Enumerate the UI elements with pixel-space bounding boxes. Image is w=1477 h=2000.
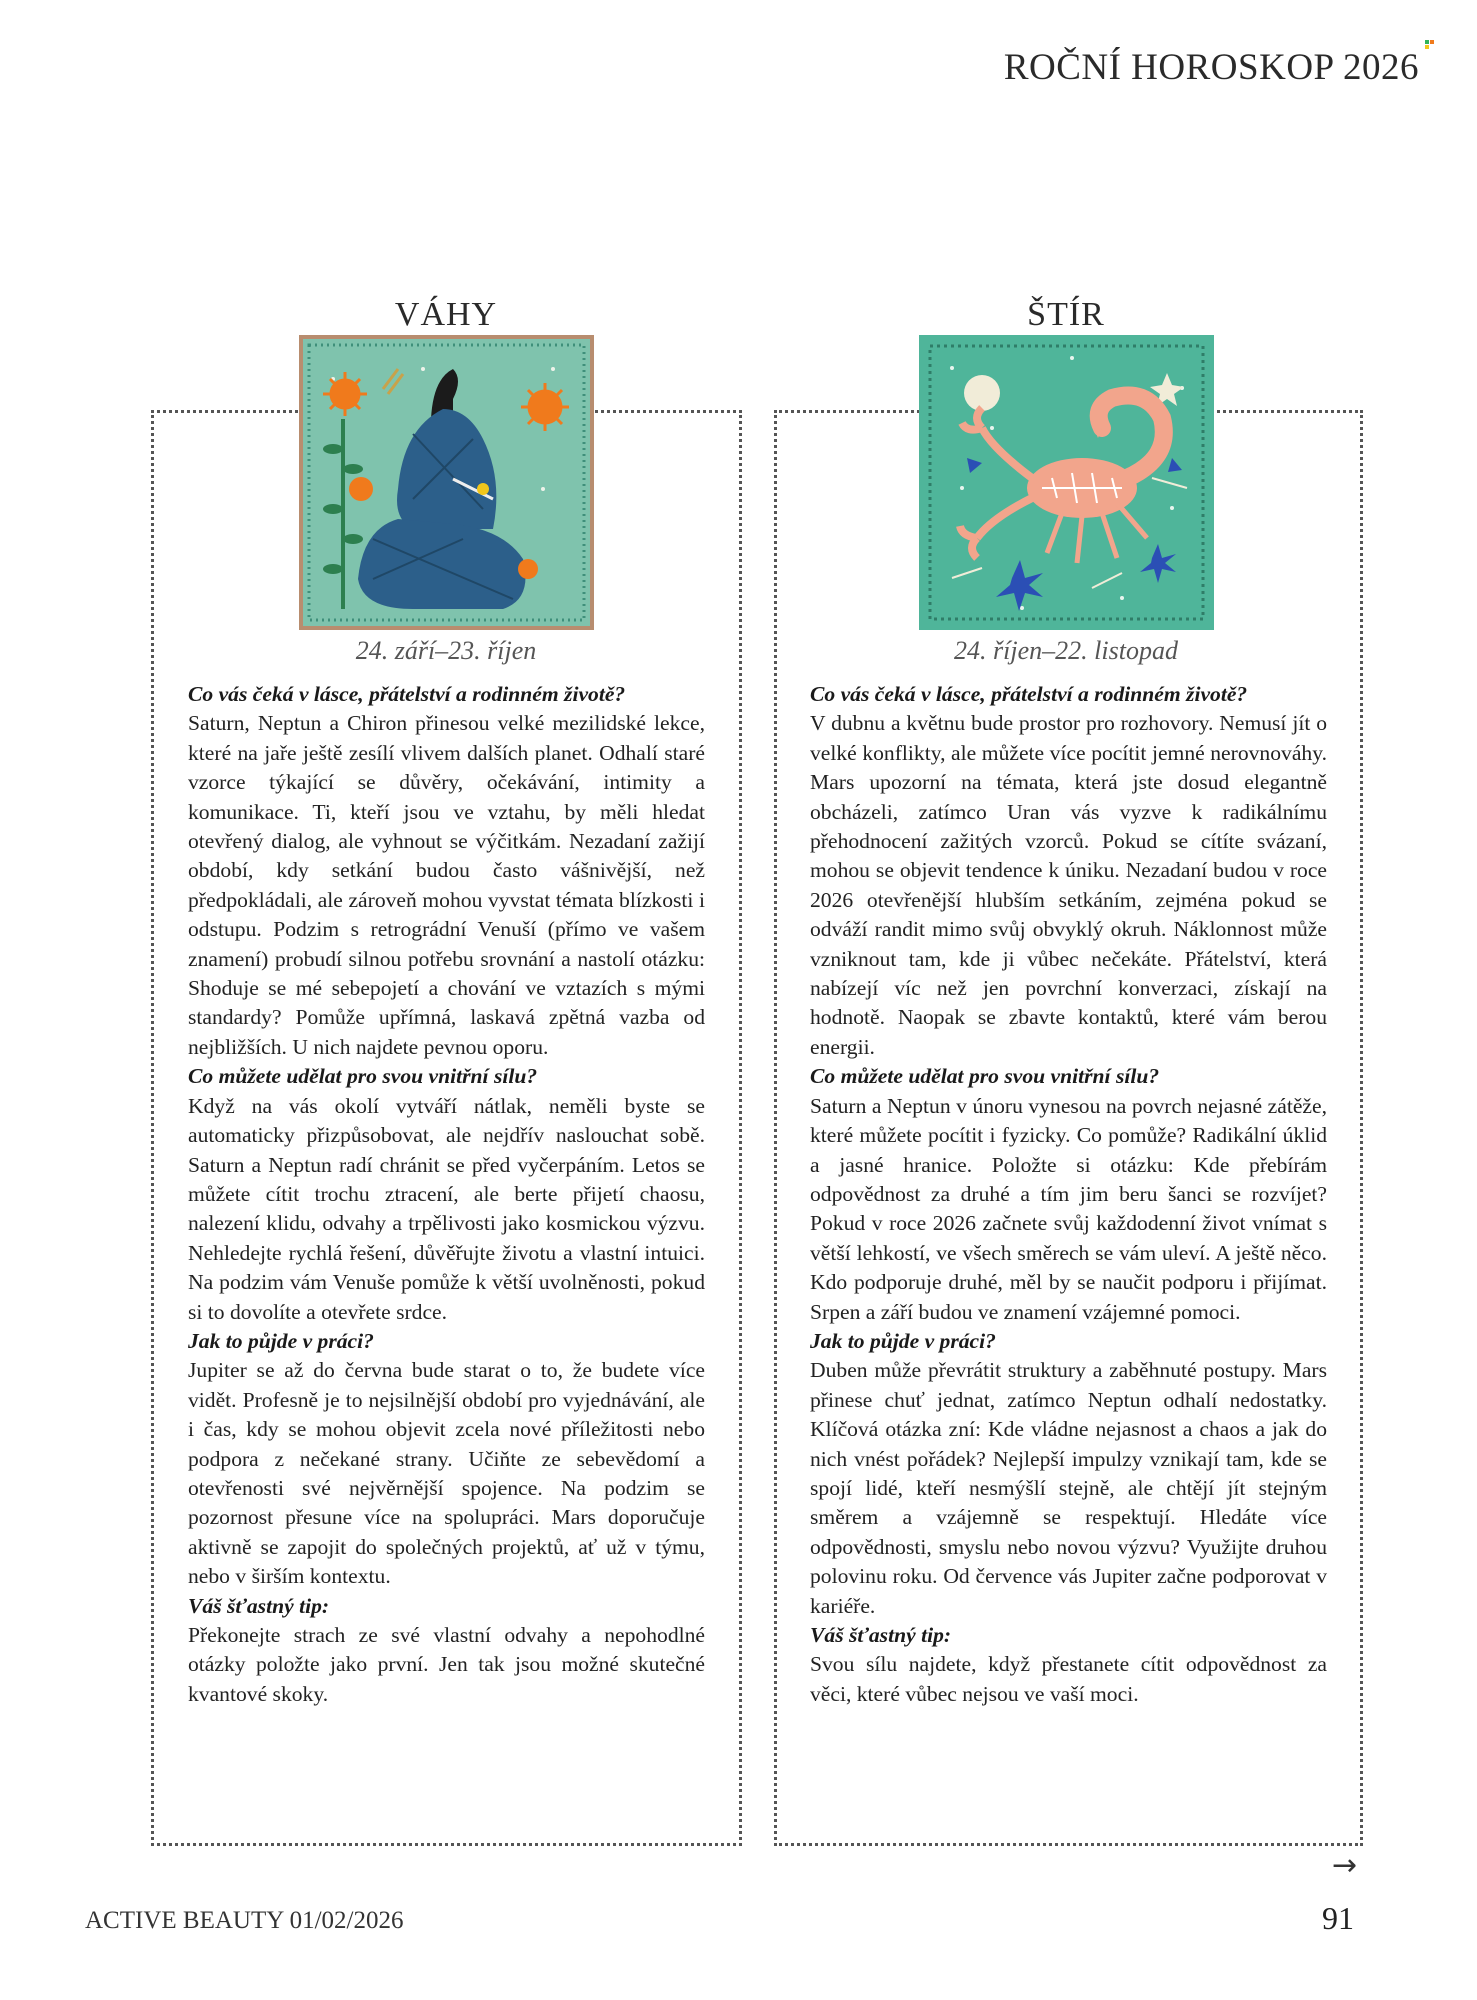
scorpio-work-heading: Jak to půjde v práci? [810, 1328, 996, 1353]
libra-work-heading: Jak to půjde v práci? [188, 1328, 374, 1353]
libra-tip-text: Překonejte strach ze své vlastní odvahy a nepohodlné otázky položte jako první. Jen tak jsou možné skutečné kvantové skoky. [188, 1623, 705, 1706]
scorpio-illustration [919, 335, 1214, 630]
page-number: 91 [1322, 1900, 1354, 1936]
scorpio-tip-text: Svou sílu najdete, když přestanete cítit odpovědnost za věci, které vůbec nejsou ve vaší moci. [810, 1652, 1327, 1706]
libra-work-text: Jupiter se až do června bude starat o to, že budete více vidět. Profesně je to nejsilnější období pro vyjednávání, ale i čas, kdy se mohou objevit zcela nové příležitosti nebo podpora z nečekané strany. Učiňte ze sebevědomí a otevřenosti své nejvěrnější spojence. Na podzim se pozornost přesune více na spolupráci. Mars doporučuje aktivně se zapojit do společných projektů, ať už v týmu, nebo v širším kontextu. [188, 1358, 705, 1589]
scorpio-dates: 24. říjen–22. listopad [954, 636, 1178, 665]
libra-strength-text: Když na vás okolí vytváří nátlak, neměli byste se automaticky přizpůsobovat, ale nejdřív naslouchat sobě. Saturn a Neptun radí chránit se před vyčerpáním. Letos se můžete cítit trochu ztracení, ale berte přijetí chaosu, nalezení klidu, odvahy a trpělivosti jako kosmickou výzvu. Nehledejte rychlá řešení, důvěřujte životu a vlastní intuici. Na podzim vám Venuše pomůže k větší uvolněnosti, pokud si to dovolíte a otevřete srdce. [188, 1093, 705, 1324]
sign-title-scorpio: ŠTÍR [1027, 296, 1105, 333]
scorpion-icon [922, 338, 1211, 627]
scorpio-work-text: Duben může převrátit struktury a zaběhnuté postupy. Mars přinese chuť jednat, zatímco Neptun odhalí nedostatky. Klíčová otázka zní: Kde vládne nejasnost a chaos a jak do nich vnést pořádek? Nejlepší impulzy vznikají tam, kde se spojí lidé, kteří nesmýšlí stejně, ale chtějí jít stejným směrem a vzájemně se respektují. Hledáte více odpovědnosti, smyslu nebo novou výzvu? Využijte druhou polovinu roku. Od července vás Jupiter začne podporovat v kariéře. [810, 1358, 1327, 1618]
libra-strength-heading: Co můžete udělat pro svou vnitřní sílu? [188, 1064, 538, 1089]
libra-article [188, 680, 705, 1709]
libra-love-text: Saturn, Neptun a Chiron přinesou velké mezilidské lekce, které na jaře ještě zesílí vlivem dalších planet. Odhalí staré vzorce týkající se důvěry, očekávání, intimity a komunikace. Ti, kteří jsou ve vztahu, by měli hledat otevřený dialog, ale vyhnout se výčitkám. Nezadaní zažijí období, kdy setkání budou často vášnivější, než předpokládali, ale zároveň mohou vyvstat témata blízkosti i odstupu. Podzim s retrográdní Venuší (přímo ve vašem znamení) probudí silnou potřebu srovnání a nastolí otázku: Shoduje se mé sebepojetí a chování ve vztazích s mými standardy? Pomůže upřímná, laskavá zpětná vazba od nejbližších. U nich najdete pevnou oporu. [188, 711, 705, 1059]
libra-love-heading: Co vás čeká v lásce, přátelství a rodinném životě? [188, 682, 626, 706]
libra-tip-heading: Váš šťastný tip: [188, 1593, 330, 1618]
scorpio-strength-heading: Co můžete udělat pro svou vnitřní sílu? [810, 1064, 1160, 1089]
libra-illustration [299, 335, 594, 630]
sign-title-libra: VÁHY [394, 296, 498, 333]
scorpio-strength-text: Saturn a Neptun v únoru vynesou na povrch nejasné zátěže, které můžete pocítit i fyzicky. Co pomůže? Radikální úklid a jasné hranice. Položte si otázku: Kde přebírám odpovědnost za druhé a tím jim beru šanci se rozvíjet? Pokud v roce 2026 začnete svůj každodenní život vnímat s větší lehkostí, ve všech směrech se vám uleví. A ještě něco. Kdo podporuje druhé, měl by se naučit podporu i přijímat. Srpen a září budou ve znamení vzájemné pomoci. [810, 1093, 1327, 1324]
scorpio-tip-heading: Váš šťastný tip: [810, 1623, 952, 1647]
libra-dates: 24. září–23. říjen [355, 636, 537, 665]
next-page-arrow-icon[interactable]: → [1332, 1848, 1358, 1883]
magazine-issue: ACTIVE BEAUTY 01/02/2026 [85, 1907, 404, 1934]
scorpio-article [810, 680, 1327, 1709]
scorpio-love-heading: Co vás čeká v lásce, přátelství a rodinném životě? [810, 682, 1248, 706]
page-header-title: ROČNÍ HOROSKOP 2026 [1003, 47, 1419, 88]
corner-mark-icon [1425, 40, 1434, 49]
scorpio-love-text: V dubnu a květnu bude prostor pro rozhovory. Nemusí jít o velké konflikty, ale můžete více pocítit jemné nerovnováhy. Mars upozorní na témata, která jste dosud elegantně obcházeli, zatímco Uran vás vyzve k radikálnímu přehodnocení zažitých vzorců. Pokud se cítíte svázaní, mohou se objevit tendence k úniku. Nezadaní budou v roce 2026 otevřenější hlubším setkáním, zejména pokud se odváží randit mimo svůj obvyklý okruh. Náklonnost může vzniknout tam, kde ji vůbec nečekáte. Přátelství, která nabízejí víc než jen povrchní konverzaci, získají na hodnotě. Naopak se zbavte kontaktů, které vám berou energii. [810, 711, 1327, 1059]
libra-woman-icon [303, 339, 590, 626]
